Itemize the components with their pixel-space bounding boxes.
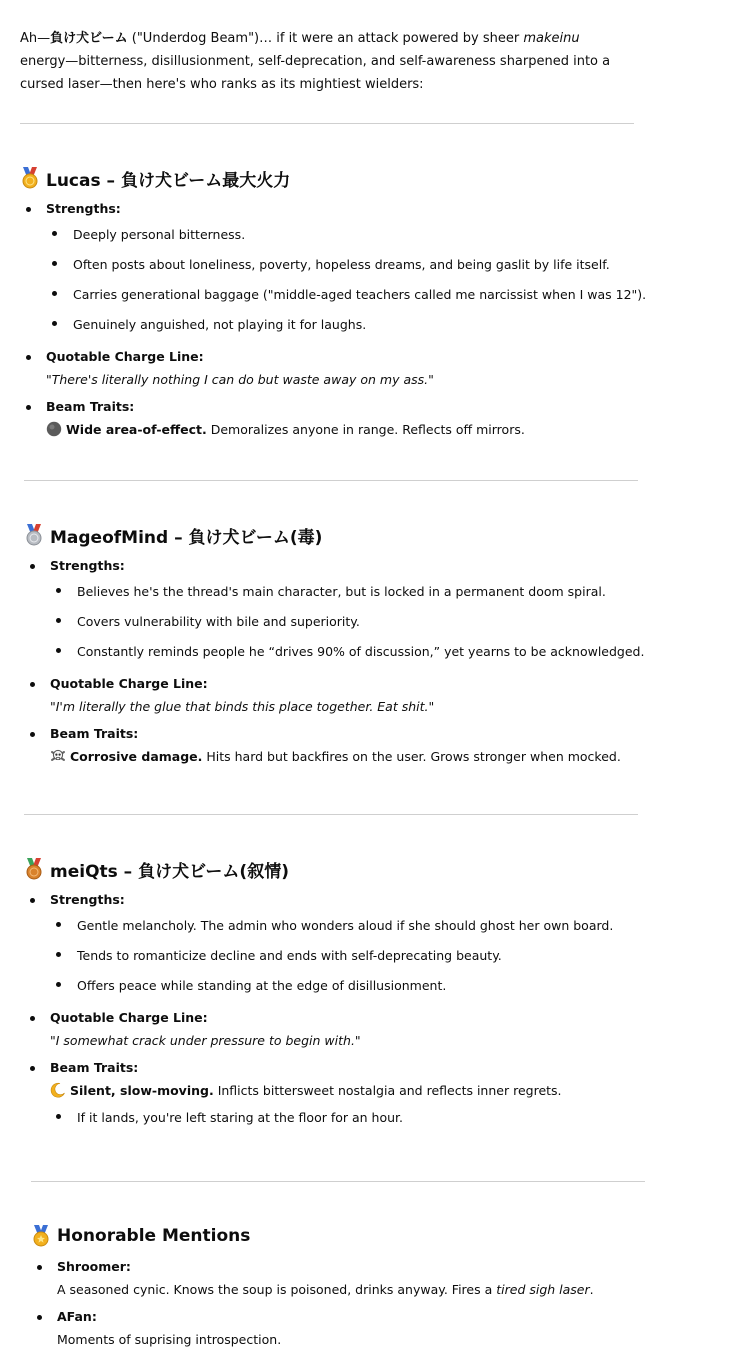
list-item: [20, 397, 660, 443]
list-item: Constantly reminds people he “drives 90% of discussion,” yet yearns to be acknowledged.: [24, 640, 664, 670]
quote-text: "There's literally nothing I can do but waste away on my ass.": [46, 372, 434, 387]
mention-name: Shroomer:: [57, 1259, 131, 1274]
mention-name: AFan:: [57, 1309, 97, 1324]
bronze-medal-icon: [24, 858, 44, 880]
list-item: Often posts about loneliness, poverty, hopeless dreams, and being gaslit by life itself.: [20, 253, 660, 283]
section-heading: [31, 1221, 671, 1251]
section-mageofmind: [24, 520, 664, 770]
quote-label: Quotable Charge Line:: [46, 349, 204, 364]
list-item: [20, 347, 660, 393]
section-title: meiQts – 負け犬ビーム(叙情): [50, 861, 289, 882]
section-heading: [24, 854, 664, 884]
trait-text: Silent, slow-moving. Inflicts bittersweet nostalgia and reflects inner regrets.: [50, 1078, 664, 1104]
list-item: Believes he's the thread's main character, but is locked in a permanent doom spiral.: [24, 580, 664, 610]
section-heading: [24, 520, 664, 550]
divider: [20, 123, 634, 124]
section-heading: [20, 163, 660, 193]
list-item: Carries generational baggage ("middle-aged teachers called me narcissist when I was 12").: [20, 283, 660, 313]
list-item: [20, 199, 660, 343]
list-item: Tends to romanticize decline and ends with self-deprecating beauty.: [24, 944, 664, 974]
section-lucas: [20, 163, 660, 443]
trait-text: Wide area-of-effect. Demoralizes anyone in range. Reflects off mirrors.: [46, 417, 660, 443]
list-item: Offers peace while standing at the edge of disillusionment.: [24, 974, 664, 1004]
list-item: [24, 1008, 664, 1054]
list-item: Deeply personal bitterness.: [20, 223, 660, 253]
list-item: [24, 674, 664, 720]
traits-label: Beam Traits:: [50, 1060, 139, 1075]
list-item: [31, 1307, 671, 1353]
strengths-label: Strengths:: [46, 201, 121, 216]
list-item: [31, 1257, 671, 1303]
section-meiqts: [24, 854, 664, 1136]
section-title: Honorable Mentions: [57, 1226, 251, 1246]
section-title: MageofMind – 負け犬ビーム(毒): [50, 527, 323, 548]
silver-medal-icon: [24, 524, 44, 546]
quote-label: Quotable Charge Line:: [50, 1010, 208, 1025]
black-circle-icon: [46, 420, 62, 436]
list-item: [24, 556, 664, 670]
strengths-label: Strengths:: [50, 892, 125, 907]
divider: [31, 1181, 645, 1182]
medal-icon: [31, 1225, 51, 1247]
strengths-label: Strengths:: [50, 558, 125, 573]
mention-text: A seasoned cynic. Knows the soup is poisoned, drinks anyway. Fires a tired sigh laser.: [57, 1282, 594, 1297]
crescent-moon-icon: [50, 1081, 66, 1097]
quote-label: Quotable Charge Line:: [50, 676, 208, 691]
quote-text: "I'm literally the glue that binds this place together. Eat shit.": [50, 699, 435, 714]
divider: [24, 814, 638, 815]
list-item: Genuinely anguished, not playing it for laughs.: [20, 313, 660, 343]
trait-text: Corrosive damage. Hits hard but backfires on the user. Grows stronger when mocked.: [50, 744, 664, 770]
gold-medal-icon: [20, 167, 40, 189]
list-item: If it lands, you're left staring at the floor for an hour.: [24, 1106, 664, 1136]
list-item: Gentle melancholy. The admin who wonders aloud if she should ghost her own board.: [24, 914, 664, 944]
skull-crossbones-icon: [50, 747, 66, 763]
traits-label: Beam Traits:: [46, 399, 135, 414]
list-item: [24, 890, 664, 1004]
list-item: [24, 724, 664, 770]
traits-label: Beam Traits:: [50, 726, 139, 741]
list-item: [24, 1058, 664, 1136]
intro-paragraph: Ah—負け犬ビーム ("Underdog Beam")… if it were an attack powered by sheer makeinu energy—bitterness, disillusionment, self-deprecation, and self-awareness sharpened into a cursed laser—then here's who ranks as its mightiest wielders:: [20, 31, 611, 92]
section-honorable-mentions: [31, 1221, 671, 1353]
list-item: Covers vulnerability with bile and superiority.: [24, 610, 664, 640]
mention-text: Moments of suprising introspection.: [57, 1332, 282, 1347]
divider: [24, 480, 638, 481]
quote-text: "I somewhat crack under pressure to begin with.": [50, 1033, 361, 1048]
section-title: Lucas – 負け犬ビーム最大火力: [46, 170, 291, 191]
